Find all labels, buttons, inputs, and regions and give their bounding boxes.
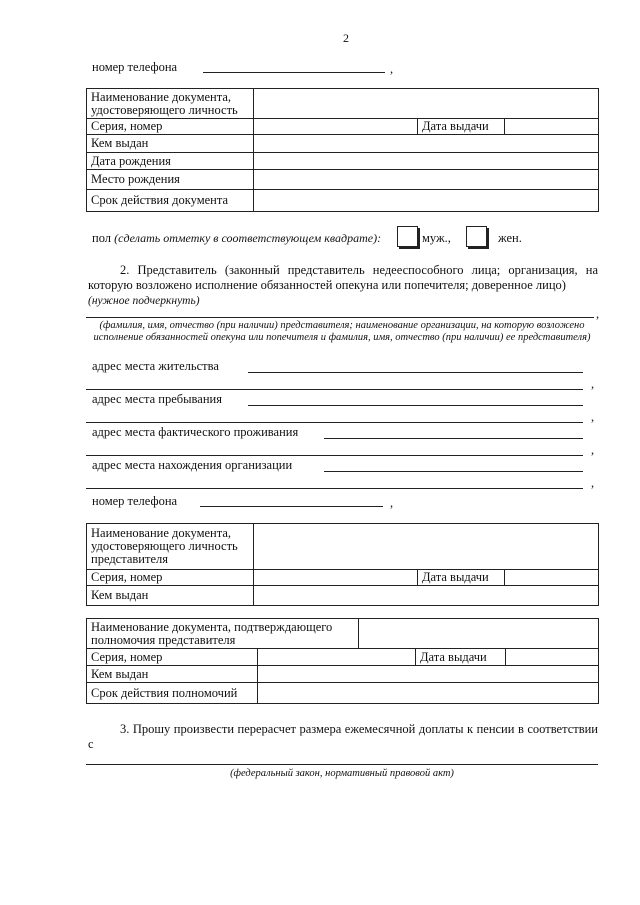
phone-label: номер телефона [92,60,178,74]
representative-caption: (фамилия, имя, отчество (при наличии) представителя; наименование организации, на которую возложено исполнение обязанностей опекуна или попечителя и фамилия, имя, отчество (при наличии) ее представителя) [93,320,591,343]
series-field[interactable] [254,119,418,135]
section3-paragraph: 3. Прошу произвести перерасчет размера ежемесячной доплаты к пенсии в соответствии с [88,722,598,751]
male-checkbox[interactable] [397,226,418,247]
addr-residence-comma: , [591,377,595,391]
addr-org-line-2[interactable] [86,488,583,489]
gender-row [92,231,381,246]
birth-place-label: Место рождения [87,170,254,190]
rep-phone-label: номер телефона [92,494,178,508]
rep-series-field[interactable] [254,570,418,586]
addr-actual-label: адрес места фактического проживания [92,425,299,439]
issued-by-field[interactable] [254,135,599,153]
authority-document-table [86,618,599,704]
auth-issued-by-field[interactable] [258,666,599,683]
gender-hint: (сделать отметку в соответствующем квадрате): [114,231,382,245]
validity-field[interactable] [254,190,599,212]
page-number: 2 [343,31,349,45]
gender-label: пол [92,231,112,245]
birth-place-field[interactable] [254,170,599,190]
auth-issue-date-field[interactable] [506,649,599,666]
female-checkbox[interactable] [466,226,487,247]
section2-text: 2. Представитель (законный представитель недееспособного лица; организация, на которую возложено исполнение обязанностей опекуна или попечителя; доверенное лицо) [88,263,598,292]
rep-issue-date-label: Дата выдачи [418,570,505,586]
rep-doc-name-label: Наименование документа, удостоверяющего личность представителя [87,524,254,570]
series-label: Серия, номер [87,119,254,135]
auth-validity-label: Срок действия полномочий [87,683,258,704]
representative-name-comma: , [596,307,600,321]
auth-doc-name-label: Наименование документа, подтверждающего полномочия представителя [87,619,359,649]
doc-name-label: Наименование документа, удостоверяющего личность [87,89,254,119]
male-label: муж., [422,231,451,245]
section2-hint: (нужное подчеркнуть) [88,295,200,307]
legal-basis-line[interactable] [86,764,598,765]
rep-phone-comma: , [390,496,394,510]
addr-stay-comma: , [591,410,595,424]
representative-name-line[interactable] [86,317,594,318]
rep-identity-document-table [86,523,599,606]
doc-name-field[interactable] [254,89,599,119]
issue-date-label: Дата выдачи [418,119,505,135]
addr-org-label: адрес места нахождения организации [92,458,293,472]
issued-by-label: Кем выдан [87,135,254,153]
phone-comma: , [390,62,394,76]
addr-stay-line-2[interactable] [86,422,583,423]
validity-label: Срок действия документа [87,190,254,212]
female-label: жен. [498,231,522,245]
rep-series-label: Серия, номер [87,570,254,586]
addr-residence-line-2[interactable] [86,389,583,390]
addr-actual-comma: , [591,443,595,457]
addr-stay-label: адрес места пребывания [92,392,222,406]
identity-document-table [86,88,599,212]
issue-date-field[interactable] [505,119,599,135]
rep-doc-name-field[interactable] [254,524,599,570]
addr-residence-line-1[interactable] [248,372,583,373]
auth-issue-date-label: Дата выдачи [416,649,506,666]
auth-series-field[interactable] [258,649,416,666]
addr-residence-label: адрес места жительства [92,359,219,373]
birth-date-field[interactable] [254,153,599,170]
birth-date-label: Дата рождения [87,153,254,170]
addr-stay-line-1[interactable] [248,405,583,406]
auth-issued-by-label: Кем выдан [87,666,258,683]
auth-doc-name-field[interactable] [359,619,599,649]
auth-series-label: Серия, номер [87,649,258,666]
section3-caption: (федеральный закон, нормативный правовой акт) [230,768,454,779]
rep-issue-date-field[interactable] [505,570,599,586]
auth-validity-field[interactable] [258,683,599,704]
phone-input-line[interactable] [203,72,385,73]
addr-org-line-1[interactable] [324,471,583,472]
rep-issued-by-label: Кем выдан [87,586,254,606]
addr-actual-line-2[interactable] [86,455,583,456]
addr-actual-line-1[interactable] [324,438,583,439]
rep-issued-by-field[interactable] [254,586,599,606]
addr-org-comma: , [591,476,595,490]
section2-paragraph [88,263,598,309]
rep-phone-input-line[interactable] [200,506,383,507]
